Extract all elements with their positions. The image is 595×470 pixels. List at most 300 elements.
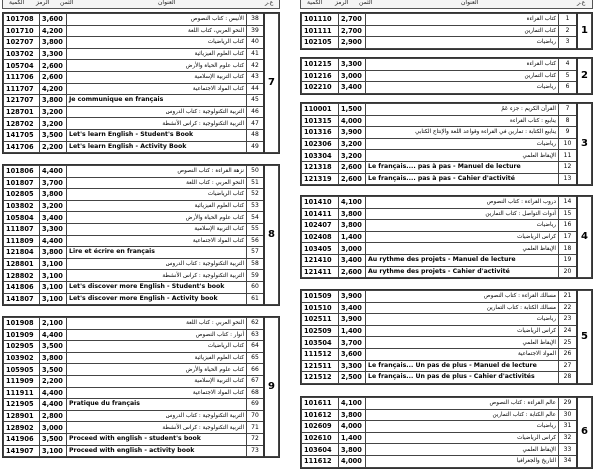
book-title: كتاب الرياضيات	[67, 341, 247, 353]
book-price: 4,000	[339, 421, 366, 433]
grade-number: 2	[577, 59, 592, 94]
row-number: 21	[559, 291, 578, 303]
table-row	[4, 95, 279, 107]
book-title: Proceed with english - activity book	[67, 445, 247, 457]
book-title: Au rythme des projets - Cahier d'activité	[366, 266, 559, 278]
book-code: 111809	[4, 235, 40, 247]
table-row	[302, 291, 592, 303]
book-title: Let's learn English - Activity Book	[67, 141, 247, 153]
book-price: 3,100	[40, 258, 67, 270]
book-code: 101509	[302, 291, 339, 303]
book-price: 4,400	[40, 399, 67, 411]
book-title: عالم الكتابة : كتاب التمارين	[366, 409, 559, 421]
row-number: 18	[559, 243, 578, 255]
book-code: 102805	[4, 189, 40, 201]
row-number: 20	[559, 266, 578, 278]
book-price: 3,800	[339, 444, 366, 456]
header-num: ع.ر	[265, 0, 274, 6]
row-number: 23	[559, 314, 578, 326]
header-price: الثمن	[60, 0, 74, 6]
book-code: 128702	[4, 118, 40, 130]
book-title: Au rythme des projets - Manuel de lecture	[366, 254, 559, 266]
grade-number: 6	[577, 398, 592, 468]
book-code: 101908	[4, 318, 40, 330]
book-code: 102610	[302, 432, 339, 444]
book-price: 2,600	[40, 71, 67, 83]
grade-number: 9	[264, 318, 279, 457]
book-title: Let's discover more English - Student's book	[67, 281, 247, 293]
row-number: 70	[247, 410, 265, 422]
table-row	[302, 398, 592, 410]
book-price: 3,400	[339, 82, 366, 94]
book-title: كتاب التمارين	[366, 25, 559, 37]
book-title: كتاب الرياضيات	[67, 189, 247, 201]
book-title: كتاب التربية الإسلامية	[67, 223, 247, 235]
book-title: التربية التكنولوجية : كراس الأنشطة	[67, 270, 247, 282]
row-number: 52	[247, 189, 265, 201]
row-number: 17	[559, 231, 578, 243]
book-price: 3,500	[40, 433, 67, 445]
book-title: ينابيع : كتاب القراءة	[366, 115, 559, 127]
book-price: 3,900	[339, 127, 366, 139]
row-number: 44	[247, 83, 265, 95]
book-price: 4,200	[40, 25, 67, 37]
table-row	[302, 161, 592, 173]
header-num: ع.ر	[577, 0, 586, 6]
table-row	[302, 302, 592, 314]
table-row	[302, 82, 592, 94]
book-price: 2,900	[339, 37, 366, 49]
book-code: 102210	[302, 82, 339, 94]
table-row	[4, 293, 279, 305]
row-number: 59	[247, 270, 265, 282]
row-number: 15	[559, 208, 578, 220]
book-title: Let's discover more English - Activity book	[67, 293, 247, 305]
table-row	[302, 25, 592, 37]
book-title: كتاب علوم الحياة والأرض	[67, 364, 247, 376]
row-number: 24	[559, 325, 578, 337]
book-title: رياضيات	[366, 82, 559, 94]
book-title: Je communique en français	[67, 95, 247, 107]
book-title: Le français.... pas à pas - Cahier d'activité	[366, 173, 559, 185]
grade-group	[2, 164, 280, 306]
table-row	[302, 409, 592, 421]
book-price: 3,500	[40, 341, 67, 353]
row-number: 38	[247, 14, 265, 26]
book-title: التربية التكنولوجية : كراس الأنشطة	[67, 118, 247, 130]
row-number: 22	[559, 302, 578, 314]
book-title: كتاب علوم الحياة والأرض	[67, 212, 247, 224]
table-row	[302, 455, 592, 467]
book-code: 128801	[4, 258, 40, 270]
table-row	[302, 372, 592, 384]
book-code: 101611	[302, 398, 339, 410]
book-price: 3,700	[40, 177, 67, 189]
table-row	[302, 37, 592, 49]
table-row	[4, 422, 279, 434]
table-row	[302, 104, 592, 116]
book-code: 103304	[302, 150, 339, 162]
book-title: أنوار : كتاب النصوص	[67, 329, 247, 341]
book-price: 3,800	[40, 247, 67, 259]
table-row	[4, 258, 279, 270]
book-title: كتاب المواد الاجتماعية	[67, 387, 247, 399]
book-price: 1,400	[339, 325, 366, 337]
table-row	[302, 197, 592, 209]
table-row	[4, 118, 279, 130]
book-code: 111512	[302, 348, 339, 360]
row-number: 56	[247, 235, 265, 247]
book-price: 3,500	[40, 364, 67, 376]
row-number: 60	[247, 281, 265, 293]
table-row	[4, 166, 279, 178]
row-number: 71	[247, 422, 265, 434]
header-code: الرمز	[335, 0, 349, 6]
row-number: 43	[247, 71, 265, 83]
book-title: دروب القراءة : كتاب النصوص	[366, 197, 559, 209]
book-price: 3,800	[40, 95, 67, 107]
book-code: 121318	[302, 161, 339, 173]
book-code: 105804	[4, 212, 40, 224]
table-row	[302, 231, 592, 243]
book-price: 3,400	[339, 254, 366, 266]
book-price: 2,600	[339, 173, 366, 185]
book-price: 3,900	[339, 314, 366, 326]
grade-group	[300, 195, 593, 279]
row-number: 25	[559, 337, 578, 349]
book-code: 103504	[302, 337, 339, 349]
grade-group	[300, 12, 593, 50]
table-row	[4, 375, 279, 387]
row-number: 62	[247, 318, 265, 330]
grade-table	[301, 397, 592, 468]
book-price: 3,800	[40, 37, 67, 49]
table-row	[302, 150, 592, 162]
grade-number: 4	[577, 197, 592, 278]
book-title: رياضيات	[366, 314, 559, 326]
book-title: المواد الاجتماعية	[366, 348, 559, 360]
book-price: 1,400	[339, 231, 366, 243]
book-title: كتاب العلوم الفيزيائية	[67, 48, 247, 60]
book-code: 141806	[4, 281, 40, 293]
book-title: كتاب العلوم الفيزيائية	[67, 200, 247, 212]
grade-table	[301, 58, 592, 94]
book-title: التاريخ والجغرافيا	[366, 455, 559, 467]
table-row	[302, 325, 592, 337]
left-column-header	[2, 0, 280, 9]
row-number: 42	[247, 60, 265, 72]
book-code: 128901	[4, 410, 40, 422]
row-number: 28	[559, 372, 578, 384]
book-title: مسالك القراءة : كتاب النصوص	[366, 291, 559, 303]
row-number: 16	[559, 220, 578, 232]
book-code: 101909	[4, 329, 40, 341]
table-row	[4, 399, 279, 411]
book-title: النحو العربي : كتاب اللغة	[67, 318, 247, 330]
book-title: رياضيات	[366, 421, 559, 433]
row-number: 8	[559, 115, 578, 127]
row-number: 53	[247, 200, 265, 212]
book-title: كتاب القراءة	[366, 14, 559, 26]
row-number: 57	[247, 247, 265, 259]
book-code: 121319	[302, 173, 339, 185]
row-number: 41	[247, 48, 265, 60]
row-number: 64	[247, 341, 265, 353]
book-title: كتاب الرياضيات	[67, 37, 247, 49]
book-price: 3,800	[339, 208, 366, 220]
book-code: 105905	[4, 364, 40, 376]
table-row	[4, 48, 279, 60]
book-price: 3,000	[339, 243, 366, 255]
table-row	[302, 266, 592, 278]
header-qty: الكمية	[9, 0, 25, 6]
grade-number: 7	[264, 14, 279, 153]
book-title: ينابيع الكتابة : تمارين في القراءة وقواعد اللغة والإنتاج الكتابي	[366, 127, 559, 139]
row-number: 2	[559, 25, 578, 37]
book-title: Le français.... pas à pas - Manuel de lecture	[366, 161, 559, 173]
book-price: 3,400	[40, 212, 67, 224]
book-price: 3,000	[40, 422, 67, 434]
book-price: 2,200	[40, 375, 67, 387]
grade-number: 8	[264, 166, 279, 305]
table-row	[4, 60, 279, 72]
book-code: 102511	[302, 314, 339, 326]
book-code: 128701	[4, 106, 40, 118]
book-price: 2,600	[339, 161, 366, 173]
right-column-header	[300, 0, 593, 9]
header-code: الرمز	[36, 0, 50, 6]
book-code: 101215	[302, 59, 339, 71]
book-price: 3,300	[40, 223, 67, 235]
row-number: 19	[559, 254, 578, 266]
row-number: 13	[559, 173, 578, 185]
book-title: كتاب المواد الاجتماعية	[67, 83, 247, 95]
book-price: 4,400	[40, 235, 67, 247]
book-price: 3,600	[40, 14, 67, 26]
grade-number: 5	[577, 291, 592, 384]
header-title: العنوان	[461, 0, 479, 6]
row-number: 45	[247, 95, 265, 107]
table-row	[4, 433, 279, 445]
book-code: 102306	[302, 138, 339, 150]
row-number: 55	[247, 223, 265, 235]
book-code: 111707	[4, 83, 40, 95]
book-code: 111911	[4, 387, 40, 399]
row-number: 30	[559, 409, 578, 421]
book-title: كتاب التربية الإسلامية	[67, 71, 247, 83]
table-row	[4, 189, 279, 201]
book-price: 1,500	[339, 104, 366, 116]
book-title: كتاب التمارين	[366, 70, 559, 82]
book-code: 101315	[302, 115, 339, 127]
book-price: 3,300	[40, 48, 67, 60]
book-title: Le français... Un pas de plus - Cahier d'activités	[366, 372, 559, 384]
row-number: 72	[247, 433, 265, 445]
row-number: 66	[247, 364, 265, 376]
table-row	[4, 177, 279, 189]
book-code: 121512	[302, 372, 339, 384]
book-code: 121410	[302, 254, 339, 266]
table-row	[302, 115, 592, 127]
book-code: 101807	[4, 177, 40, 189]
book-code: 121511	[302, 360, 339, 372]
book-price: 2,600	[40, 60, 67, 72]
row-number: 34	[559, 455, 578, 467]
table-row	[4, 318, 279, 330]
book-title: كتاب المواد الاجتماعية	[67, 235, 247, 247]
book-code: 101710	[4, 25, 40, 37]
book-code: 101111	[302, 25, 339, 37]
table-row	[4, 410, 279, 422]
book-title: الأنيس : كتاب النصوص	[67, 14, 247, 26]
grade-group	[300, 57, 593, 95]
book-title: الإيقاظ العلمي	[366, 150, 559, 162]
book-title: رياضيات	[366, 37, 559, 49]
book-title: التربية التكنولوجية : كتاب الدروس	[67, 410, 247, 422]
book-title: الإيقاظ العلمي	[366, 243, 559, 255]
grade-table	[3, 13, 279, 153]
book-price: 4,400	[40, 329, 67, 341]
book-title: Lire et écrire en français	[67, 247, 247, 259]
grade-table	[301, 103, 592, 185]
book-title: أدوات التواصل : كتاب التمارين	[366, 208, 559, 220]
book-price: 4,400	[40, 387, 67, 399]
book-price: 3,200	[40, 118, 67, 130]
book-code: 103902	[4, 352, 40, 364]
book-price: 4,000	[339, 115, 366, 127]
book-title: التربية التكنولوجية : كتاب الدروس	[67, 106, 247, 118]
table-row	[302, 432, 592, 444]
book-code: 105704	[4, 60, 40, 72]
row-number: 7	[559, 104, 578, 116]
book-price: 3,900	[339, 291, 366, 303]
book-price: 2,700	[339, 25, 366, 37]
book-price: 4,400	[40, 166, 67, 178]
book-code: 101110	[302, 14, 339, 26]
book-price: 2,600	[339, 266, 366, 278]
row-number: 46	[247, 106, 265, 118]
table-row	[4, 83, 279, 95]
row-number: 14	[559, 197, 578, 209]
book-code: 141907	[4, 445, 40, 457]
book-title: التربية التكنولوجية : كراس الأنشطة	[67, 422, 247, 434]
book-price: 2,100	[40, 318, 67, 330]
book-price: 4,100	[339, 398, 366, 410]
table-row	[302, 70, 592, 82]
table-row	[4, 247, 279, 259]
row-number: 26	[559, 348, 578, 360]
table-row	[4, 445, 279, 457]
row-number: 4	[559, 59, 578, 71]
table-row	[4, 212, 279, 224]
book-code: 101411	[302, 208, 339, 220]
book-title: عالم القراءة : كتاب النصوص	[366, 398, 559, 410]
book-title: القرآن الكريم : جزء عَمّ	[366, 104, 559, 116]
table-row	[302, 360, 592, 372]
table-row	[4, 14, 279, 26]
book-code: 111909	[4, 375, 40, 387]
book-price: 3,100	[40, 281, 67, 293]
book-title: النحو العربي، كتاب اللغة	[67, 25, 247, 37]
book-code: 102707	[4, 37, 40, 49]
grade-group	[300, 289, 593, 385]
table-row	[302, 421, 592, 433]
table-row	[302, 138, 592, 150]
row-number: 5	[559, 70, 578, 82]
book-code: 128802	[4, 270, 40, 282]
row-number: 29	[559, 398, 578, 410]
table-row	[4, 106, 279, 118]
book-title: الإيقاظ العلمي	[366, 337, 559, 349]
row-number: 61	[247, 293, 265, 305]
book-price: 2,200	[40, 141, 67, 153]
row-number: 11	[559, 150, 578, 162]
book-code: 141705	[4, 129, 40, 141]
row-number: 50	[247, 166, 265, 178]
grade-group	[300, 102, 593, 186]
table-row	[4, 141, 279, 153]
row-number: 49	[247, 141, 265, 153]
book-code: 141807	[4, 293, 40, 305]
table-row	[4, 129, 279, 141]
grade-table	[3, 317, 279, 457]
book-code: 121411	[302, 266, 339, 278]
book-code: 103405	[302, 243, 339, 255]
table-row	[4, 281, 279, 293]
row-number: 51	[247, 177, 265, 189]
book-title: كتاب القراءة	[366, 59, 559, 71]
grade-table	[301, 290, 592, 384]
table-row	[302, 348, 592, 360]
book-price: 3,600	[339, 348, 366, 360]
book-code: 103802	[4, 200, 40, 212]
row-number: 40	[247, 37, 265, 49]
grade-group	[2, 12, 280, 154]
book-price: 3,400	[339, 302, 366, 314]
book-title: Proceed with english - student's book	[67, 433, 247, 445]
table-row	[302, 243, 592, 255]
row-number: 48	[247, 129, 265, 141]
book-code: 102407	[302, 220, 339, 232]
book-price: 3,100	[40, 445, 67, 457]
grade-group	[300, 396, 593, 469]
book-code: 121905	[4, 399, 40, 411]
book-price: 4,100	[339, 197, 366, 209]
book-title: النحو العربي : كتاب اللغة	[67, 177, 247, 189]
book-code: 111807	[4, 223, 40, 235]
book-code: 102105	[302, 37, 339, 49]
table-row	[4, 352, 279, 364]
table-row	[4, 364, 279, 376]
book-price: 3,800	[339, 220, 366, 232]
row-number: 73	[247, 445, 265, 457]
book-price: 3,200	[339, 138, 366, 150]
grade-table	[301, 196, 592, 278]
table-row	[302, 314, 592, 326]
header-title: العنوان	[158, 0, 176, 6]
table-row	[302, 14, 592, 26]
book-code: 102905	[4, 341, 40, 353]
row-number: 65	[247, 352, 265, 364]
book-code: 103702	[4, 48, 40, 60]
book-code: 101216	[302, 70, 339, 82]
row-number: 1	[559, 14, 578, 26]
grade-table	[3, 165, 279, 305]
book-title: Pratique du français	[67, 399, 247, 411]
table-row	[302, 337, 592, 349]
book-title: الإيقاظ العلمي	[366, 444, 559, 456]
table-row	[302, 127, 592, 139]
